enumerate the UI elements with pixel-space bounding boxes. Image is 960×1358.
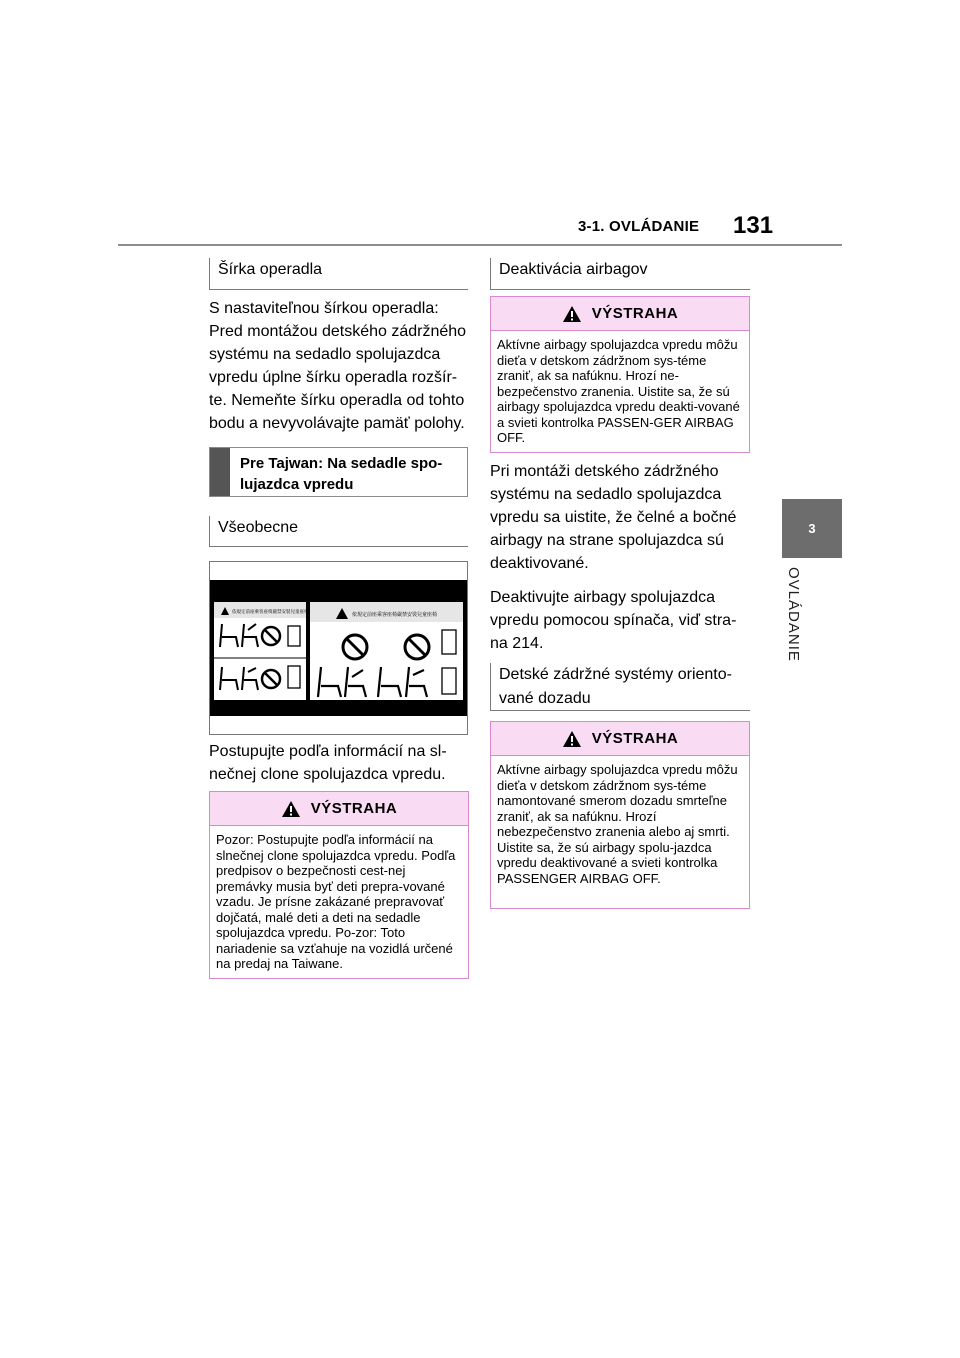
warning-text: Pozor: Postupujte podľa informácií na slnečnej clone spolujazdca vpredu. Podľa predpisov o bezpečnosti cest-nej premávky musia byť deti prepra-vované vzadu. Je prísne zakázané prepravovať dojčatá, malé deti a deti na sedadle spolujazdca vpredu. Po-zor: Toto nariadenie sa vzťahuje na vozidlá určené na predaj na Taiwane. <box>216 832 456 971</box>
page-number: 131 <box>733 212 774 239</box>
warning-text: Aktívne airbagy spolujazdca vpredu môžu dieťa v detskom zádržnom sys-téme zraniť, ak sa nafúknu. Hrozí ne-bezpečenstvo zranenia. Uistite sa, že sú airbagy spolujazdca vpredu deakti-vované a svieti kontrolka PASSEN-GER AIRBAG OFF. <box>497 337 740 445</box>
chapter-tab[interactable] <box>782 499 842 558</box>
sticker-svg <box>210 562 467 734</box>
taiwan-heading-text: Pre Tajwan: Na sedadle spo-lujazdca vpredu <box>240 455 443 493</box>
width-heading-text: Šírka operadla <box>218 261 323 278</box>
width-text: S nastaviteľnou šírkou operadla: Pred montážou detského zádržného systému na sedadlo spolujazdca vpredu úplne šírku operadla rozšír-te. Nemeňte šírku operadla od tohto bodu a nevyvolávajte pamäť polohy. <box>209 300 467 432</box>
warning-text: Aktívne airbagy spolujazdca vpredu môžu dieťa v detskom zádržnom sys-téme namontované smerom dozadu smrteľne zraniť, ak sa nafúknu. Hrozí nebezpečenstvo zranenia alebo aj smrti. Uistite sa, že sú airbagy spolu-jazdca vpredu deaktivované a svieti kontrolka PASSENGER AIRBAG OFF. <box>497 762 738 886</box>
warning-title: VÝSTRAHA <box>310 800 398 817</box>
sticker-right-text: 依規定前座乘客座椅嚴禁安裝兒童座椅 <box>352 612 438 618</box>
sunvisor-sticker-illustration <box>209 561 468 735</box>
airbag-para-1: Pri montáži detského zádržného systému na sedadlo spolujazdca vpredu sa uistite, že čelné a bočné airbagy na strane spolujazdca sú deaktivované. <box>490 463 737 572</box>
general-heading <box>209 516 468 547</box>
warning-title: VÝSTRAHA <box>591 730 679 747</box>
warning-header <box>491 297 749 331</box>
width-heading <box>209 258 468 290</box>
warning-triangle-icon <box>281 800 301 818</box>
airbag-para-2: Deaktivujte airbagy spolujazdca vpredu pomocou spínača, viď stra-na 214. <box>490 589 737 652</box>
airbag-heading <box>490 258 750 290</box>
chapter-label-text: OVLÁDANIE <box>785 567 802 662</box>
width-paragraph <box>209 297 471 446</box>
airbag-heading-text: Deaktivácia airbagov <box>499 261 648 278</box>
chapter-label <box>785 567 805 662</box>
warning-triangle-icon <box>562 305 582 323</box>
warning-box-taiwan <box>209 791 469 979</box>
sticker-left-text: 依規定前座乘客座椅嚴禁安裝兒童座椅 <box>232 610 309 615</box>
warning-triangle-icon <box>562 730 582 748</box>
follow-paragraph <box>209 740 471 797</box>
chapter-number: 3 <box>808 521 816 536</box>
warning-title: VÝSTRAHA <box>591 305 679 322</box>
section-title: 3-1. OVLÁDANIE <box>578 218 700 235</box>
warning-header <box>491 722 749 756</box>
rear-facing-heading <box>490 663 750 711</box>
general-heading-text: Všeobecne <box>218 519 299 536</box>
taiwan-heading <box>209 447 468 497</box>
heading-bar <box>210 448 230 496</box>
warning-box-rear-facing <box>490 721 750 909</box>
warning-box-airbag <box>490 296 750 453</box>
follow-text: Postupujte podľa informácií na sl-nečnej clone spolujazdca vpredu. <box>209 743 447 783</box>
header-divider <box>118 244 842 246</box>
airbag-paragraphs <box>490 460 752 666</box>
rear-facing-heading-text: Detské zádržné systémy oriento-vané dozadu <box>499 666 732 707</box>
warning-header <box>210 792 468 826</box>
